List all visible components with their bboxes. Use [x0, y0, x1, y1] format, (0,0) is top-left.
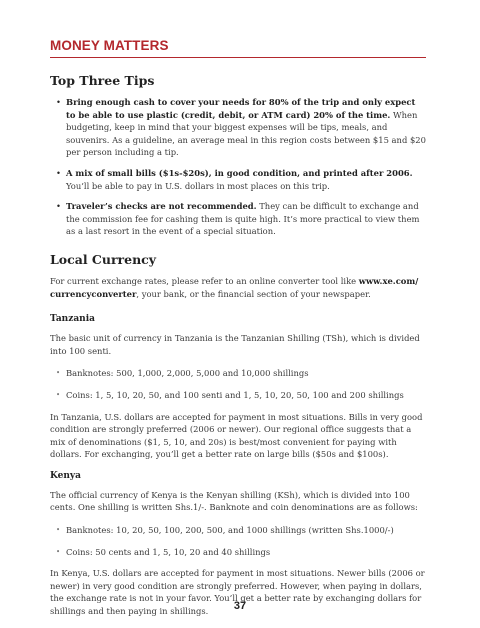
local-currency-heading: Local Currency [50, 251, 157, 267]
tip-item [50, 96, 426, 159]
top-tips-heading: Top Three Tips [50, 73, 155, 88]
local-currency-intro [50, 275, 426, 300]
tanzania-denominations [50, 367, 426, 401]
section-title: MONEY MATTERS [50, 38, 169, 53]
list-item: • Coins: 1, 5, 10, 20, 50, and 100 senti and 1, 5, 10, 20, 50, 100 and 200 shillings [50, 389, 426, 402]
tip-item [50, 167, 426, 192]
tip-bold-text: A mix of small bills ($1s-$20s), in good condition, and printed after 2006. [66, 167, 413, 178]
list-item: • Banknotes: 500, 1,000, 2,000, 5,000 and 10,000 shillings [50, 367, 426, 380]
tip-item [50, 200, 426, 238]
tip-text: You’ll be able to pay in U.S. dollars in most places on this trip. [66, 180, 330, 191]
tip-text: They can be difficult to exchange and the commission fee for cashing them is quite high. It’s more practical to view them as a last resort in the event of a special situation. [66, 201, 420, 237]
tip-bold-text: Bring enough cash to cover your needs for 80% of the trip and only expect to be able to use plastic (credit, debit, or ATM card) 20% of the time. [66, 97, 416, 120]
tanzania-intro: The basic unit of currency in Tanzania is the Tanzanian Shilling (TSh), which is divided into 100 senti. [50, 333, 420, 356]
kenya-heading: Kenya [50, 470, 81, 481]
intro-text-before: For current exchange rates, please refer to an online converter tool like [50, 275, 359, 286]
tanzania-note: In Tanzania, U.S. dollars are accepted for payment in most situations. Bills in very good condition are strongly preferred (2006 or newer). Our regional office suggests that a mix of denominations ($1, 5, 10, and 20s) is best/most convenient for paying with dollars. For exchanging, you’ll get a better rate on large bills ($50s and $100s). [50, 411, 423, 460]
kenya-intro: The official currency of Kenya is the Kenyan shilling (KSh), which is divided into 100 cents. One shilling is written Shs.1/-. Banknote and coin denominations are as follows: [50, 489, 418, 513]
page-number: 37 [233, 600, 247, 612]
top-tips-list [50, 96, 426, 238]
kenya-denominations [50, 524, 426, 558]
tip-bold-text: Traveler’s checks are not recommended. [66, 201, 257, 212]
list-item: • Coins: 50 cents and 1, 5, 10, 20 and 40 shillings [50, 546, 426, 559]
tanzania-heading: Tanzania [50, 314, 95, 325]
document-page [50, 38, 426, 628]
tip-text: When budgeting, keep in mind that your biggest expenses will be tips, meals, and souvenirs. As a guideline, an average meal in this region costs between $15 and $20 per person including a tip. [66, 109, 426, 158]
section-divider [50, 57, 426, 58]
converter-link[interactable]: www.xe.com/ currencyconverter [50, 275, 419, 299]
list-item: • Banknotes: 10, 20, 50, 100, 200, 500, and 1000 shillings (written Shs.1000/-) [50, 524, 426, 537]
kenya-note: In Kenya, U.S. dollars are accepted for payment in most situations. Newer bills (2006 or newer) in very good condition are strongly preferred. However, when paying in dollars, the exchange rate is not in your favor. You’ll get a better rate by exchanging dollars for shillings and then paying in shillings. [50, 568, 425, 617]
intro-text-after: , your bank, or the financial section of your newspaper. [136, 288, 371, 299]
